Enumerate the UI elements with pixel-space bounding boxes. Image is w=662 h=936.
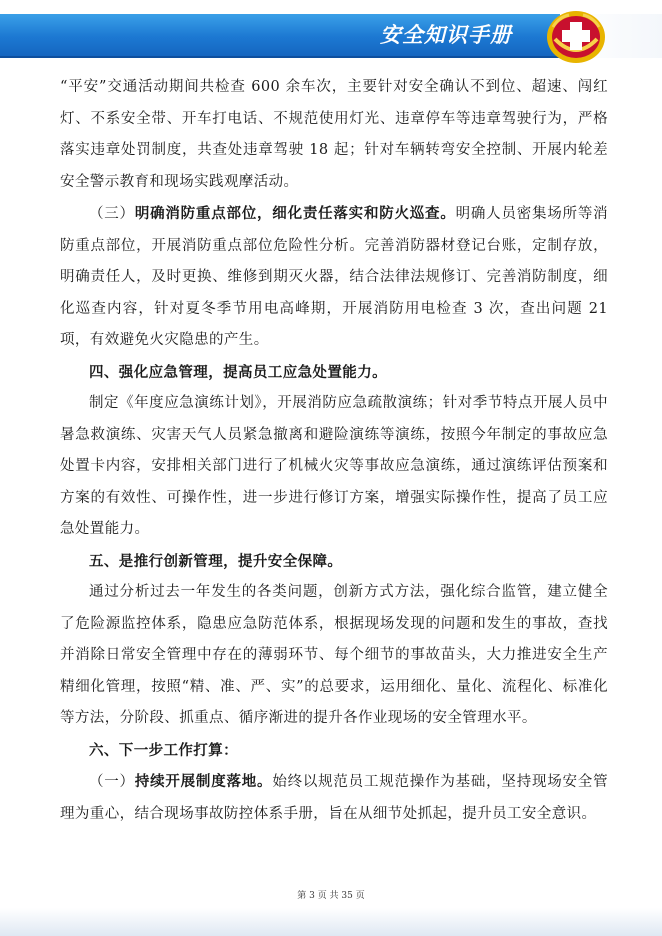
section-heading-emergency: 四、强化应急管理，提高员工应急处置能力。	[89, 363, 387, 381]
handbook-title: 安全知识手册	[380, 23, 512, 47]
fire-safety-heading: 明确消防重点部位，细化责任落实和防火巡查。	[134, 205, 456, 222]
safety-emblem-icon	[545, 9, 607, 65]
item-number: （三）	[89, 206, 135, 222]
document-body	[60, 72, 608, 830]
section-heading-innovation: 五、是推行创新管理，提升安全保障。	[89, 552, 343, 570]
section-heading-next-steps: 六、下一步工作打算：	[89, 741, 238, 759]
page-header	[0, 0, 662, 72]
next-steps-heading: 持续开展制度落地。	[134, 773, 273, 790]
next-steps-text: 始终以规范员工规范操作为基础，坚持现场安全管理为重心，结合现场事故防控体系手册，旨在从细节处抓起，提升员工安全意识。	[60, 774, 608, 822]
header-rule	[0, 56, 560, 58]
paragraph-traffic-safety: “平安”交通活动期间共检查 600 余车次，主要针对安全确认不到位、超速、闯红灯、不系安全带、开车打电话、不规范使用灯光、违章停车等违章驾驶行为，严格落实违章处罚制度，共查处违章驾驶 18 起；针对车辆转弯安全控制、开展内轮差安全警示教育和现场实践观摩活动。	[60, 79, 608, 190]
paragraph-fire-safety	[60, 198, 608, 357]
page-number: 第 3 页 共 35 页	[297, 891, 365, 901]
paragraph-next-steps	[60, 766, 608, 830]
bottom-band	[0, 908, 662, 936]
fire-safety-text: 明确人员密集场所等消防重点部位，开展消防重点部位危险性分析。完善消防器材登记台账，定制存放，明确责任人，及时更换、维修到期灭火器，结合法律法规修订、完善消防制度，细化巡查内容，针对夏冬季节用电高峰期，开展消防用电检查 3 次，查出问题 21 项，有效避免火灾隐患的产生。	[60, 206, 609, 348]
paragraph-innovation: 通过分析过去一年发生的各类问题，创新方式方法，强化综合监管，建立健全了危险源监控体系，隐患应急防范体系，根据现场发现的问题和发生的事故，查找并消除日常安全管理中存在的薄弱环节、每个细节的事故苗头，大力推进安全生产精细化管理，按照“精、准、严、实”的总要求，运用细化、量化、流程化、标准化等方法，分阶段、抓重点、循序渐进的提升各作业现场的安全管理水平。	[60, 584, 608, 726]
item-number: （一）	[89, 774, 135, 790]
paragraph-emergency: 制定《年度应急演练计划》，开展消防应急疏散演练；针对季节特点开展人员中暑急救演练、灾害天气人员紧急撤离和避险演练等演练，按照今年制定的事故应急处置卡内容，安排相关部门进行了机械火灾等事故应急演练，通过演练评估预案和方案的有效性、可操作性，进一步进行修订方案，增强实际操作性，提高了员工应急处置能力。	[60, 395, 608, 537]
